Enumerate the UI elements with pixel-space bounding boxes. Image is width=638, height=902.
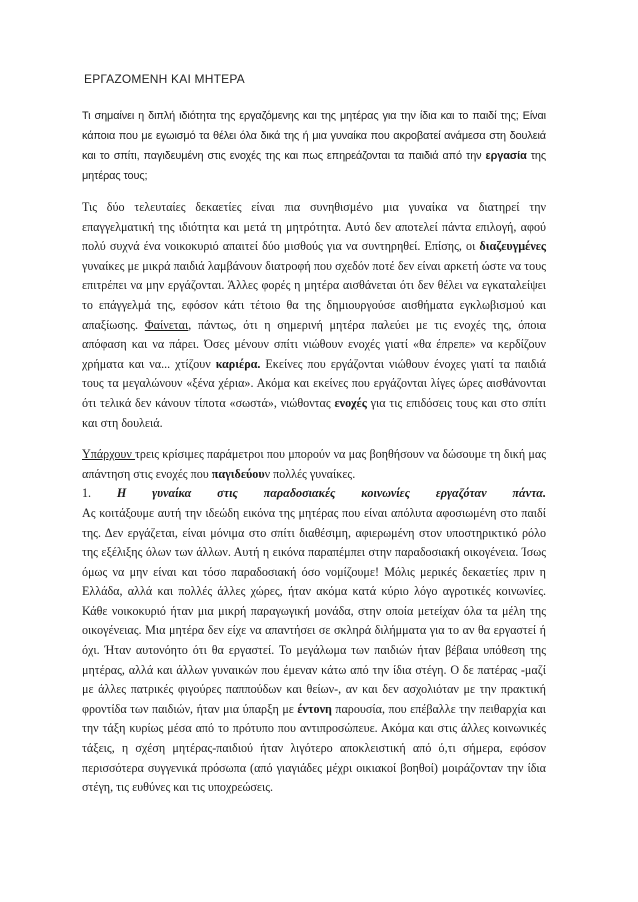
text-run: ν πολλές γυναίκες. [264,466,356,481]
bold-term: εργασία [485,150,527,162]
document-title: ΕΡΓΑΖΟΜΕΝΗ ΚΑΙ ΜΗΤΕΡΑ [84,72,245,86]
text-run: για τις επιδόσεις τους και στο σπίτι και στη δουλειά. [82,395,546,430]
section-heading-text: Η γυναίκα στις παραδοσιακές κοινωνίες εργαζόταν πάντα. [116,486,546,501]
body-paragraph [82,198,546,433]
bold-term: διαζευγμένες [479,239,546,254]
text-run: τρεις κρίσιμες παράμετροι που μπορούν να μας βοηθήσουν να δώσουμε τη δική μας απάντηση στις ενοχές που [82,447,546,481]
text-run: γυναίκες με μικρά παιδιά λαμβάνουν διατροφή που σχεδόν ποτέ δεν είναι αρκετή ώστε να τους επιτρέπει να μην εργάζονται. Άλλες φορές η μητέρα αισθάνεται ότι δεν θέλει να εγκαταλείψει το επάγγελμά της, εφόσον κάτι τέτοιο θα της δημιουργούσε αισθήματα εγκλωβισμού και απαξίωσης. [82,258,546,332]
text-run: παρουσία, που επέβαλλε την πειθαρχία και την τάξη κυρίως μέσα από το πρότυπο που αντιπροσώπευε. Ακόμα και στις άλλες κοινωνικές τάξεις, η σχέση μητέρας-παιδιού ήταν λιγότερο αποκλειστική από ό,τι σήμερα, εφόσον περισσότερα συγγενικά πρόσωπα (από γιαγιάδες μέχρι οικιακοί βοηθοί) μοιράζονταν την ίδια στέγη, τις ευθύνες και τις υποχρεώσεις. [82,701,546,795]
text-run: Τις δύο τελευταίες δεκαετίες είναι πια συνηθισμένο μια γυναίκα να διατηρεί την επαγγελματική της ιδιότητα και μετά τη μητρότητα. Αυτό δεν αποτελεί πάντα επιλογή, αφού πολύ συχνά ένα νοικοκυριό απαιτεί δύο μισθούς για να συντηρηθεί. Επίσης, οι [82,200,546,254]
underlined-term: Υπάρχουν [82,447,136,462]
text-run: Τι σημαίνει η διπλή ιδιότητα της εργαζόμενης και της μητέρας για την ίδια και το παιδί της; Είναι κάποια που με εγωισμό τα θέλει όλα δικά της ή μια γυναίκα που ακροβατεί ανάμεσα στη δουλειά και το σπίτι, παγιδευμένη στις ενοχές της και πως επηρεάζονται τα παιδιά από την [82,110,546,162]
text-run: Ας κοιτάξουμε αυτή την ιδεώδη εικόνα της μητέρας που είναι απόλυτα αφοσιωμένη στο παιδί της. Δεν εργάζεται, είναι μόνιμα στο σπίτι διαθέσιμη, αφιερωμένη στον υποστηρικτικό ρόλο της εξέλιξης όλων των άλλων. Αυτή η εικόνα παραπέμπει στην παραδοσιακή οικογένεια. Ίσως όμως να μην είναι και τόσο παραδοσιακή όσο νομίζουμε! Μόλις μερικές δεκαετίες πριν η Ελλάδα, αλλά και πολλές άλλες χώρες, ήταν ακόμα κατά κύριο λόγο αγροτικές κοινωνίες. Κάθε νοικοκυριό ήταν μια μικρή παραγωγική μονάδα, στην οποία μετείχαν όλα τα μέλη της οικογένειας. Μια μητέρα δεν είχε να απαντήσει σε σκληρά διλήμματα για το αν θα εργαστεί ή όχι. Ήταν αυτονόητο ότι θα εργαστεί. Το μεγάλωμα των παιδιών ήταν βέβαια υπόθεση της μητέρας, αλλά και άλλων γυναικών που έμεναν κάτω από την ίδια στέγη. Ο δε πατέρας -μαζί με άλλες πατρικές φιγούρες παππούδων και θείων-, αν και δεν ασχολιόταν με την πρακτική φροντίδα των παιδιών, ήταν μια ύπαρξη με [82,505,546,716]
bold-term: ενοχές [334,395,367,410]
intro-paragraph [82,106,546,186]
underlined-term: Φαίνεται [144,317,189,332]
bold-term: παγιδεύου [211,466,265,481]
text-run: Εκείνες που εργάζονται νιώθουν ένοχες γιατί τα παιδιά τους τα μεγαλώνουν «ξένα χέρια». Ακόμα και εκείνες που εργάζονται λίγες ώρες αισθάνονται ότι τελικά δεν κάνουν τίποτα «σωστά», νιώθοντας [82,356,546,410]
document-body [82,72,546,798]
section-number: 1. [82,486,117,501]
text-run: , πάντως, ότι η σημερινή μητέρα παλεύει με τις ενοχές της, όποια απόφαση και να πάρει. Όσες μένουν σπίτι νιώθουν ενοχές γιατί «θα έπρεπε» να κερδίζουν χρήματα και να... χτίζουν [82,317,546,371]
bold-term: έντονη [297,701,332,716]
parameters-intro-paragraph [82,445,546,484]
body-paragraph [82,504,546,798]
section-heading [82,484,546,504]
bold-term: καριέρα. [215,356,261,371]
text-run: της μητέρας τους; [82,150,546,182]
